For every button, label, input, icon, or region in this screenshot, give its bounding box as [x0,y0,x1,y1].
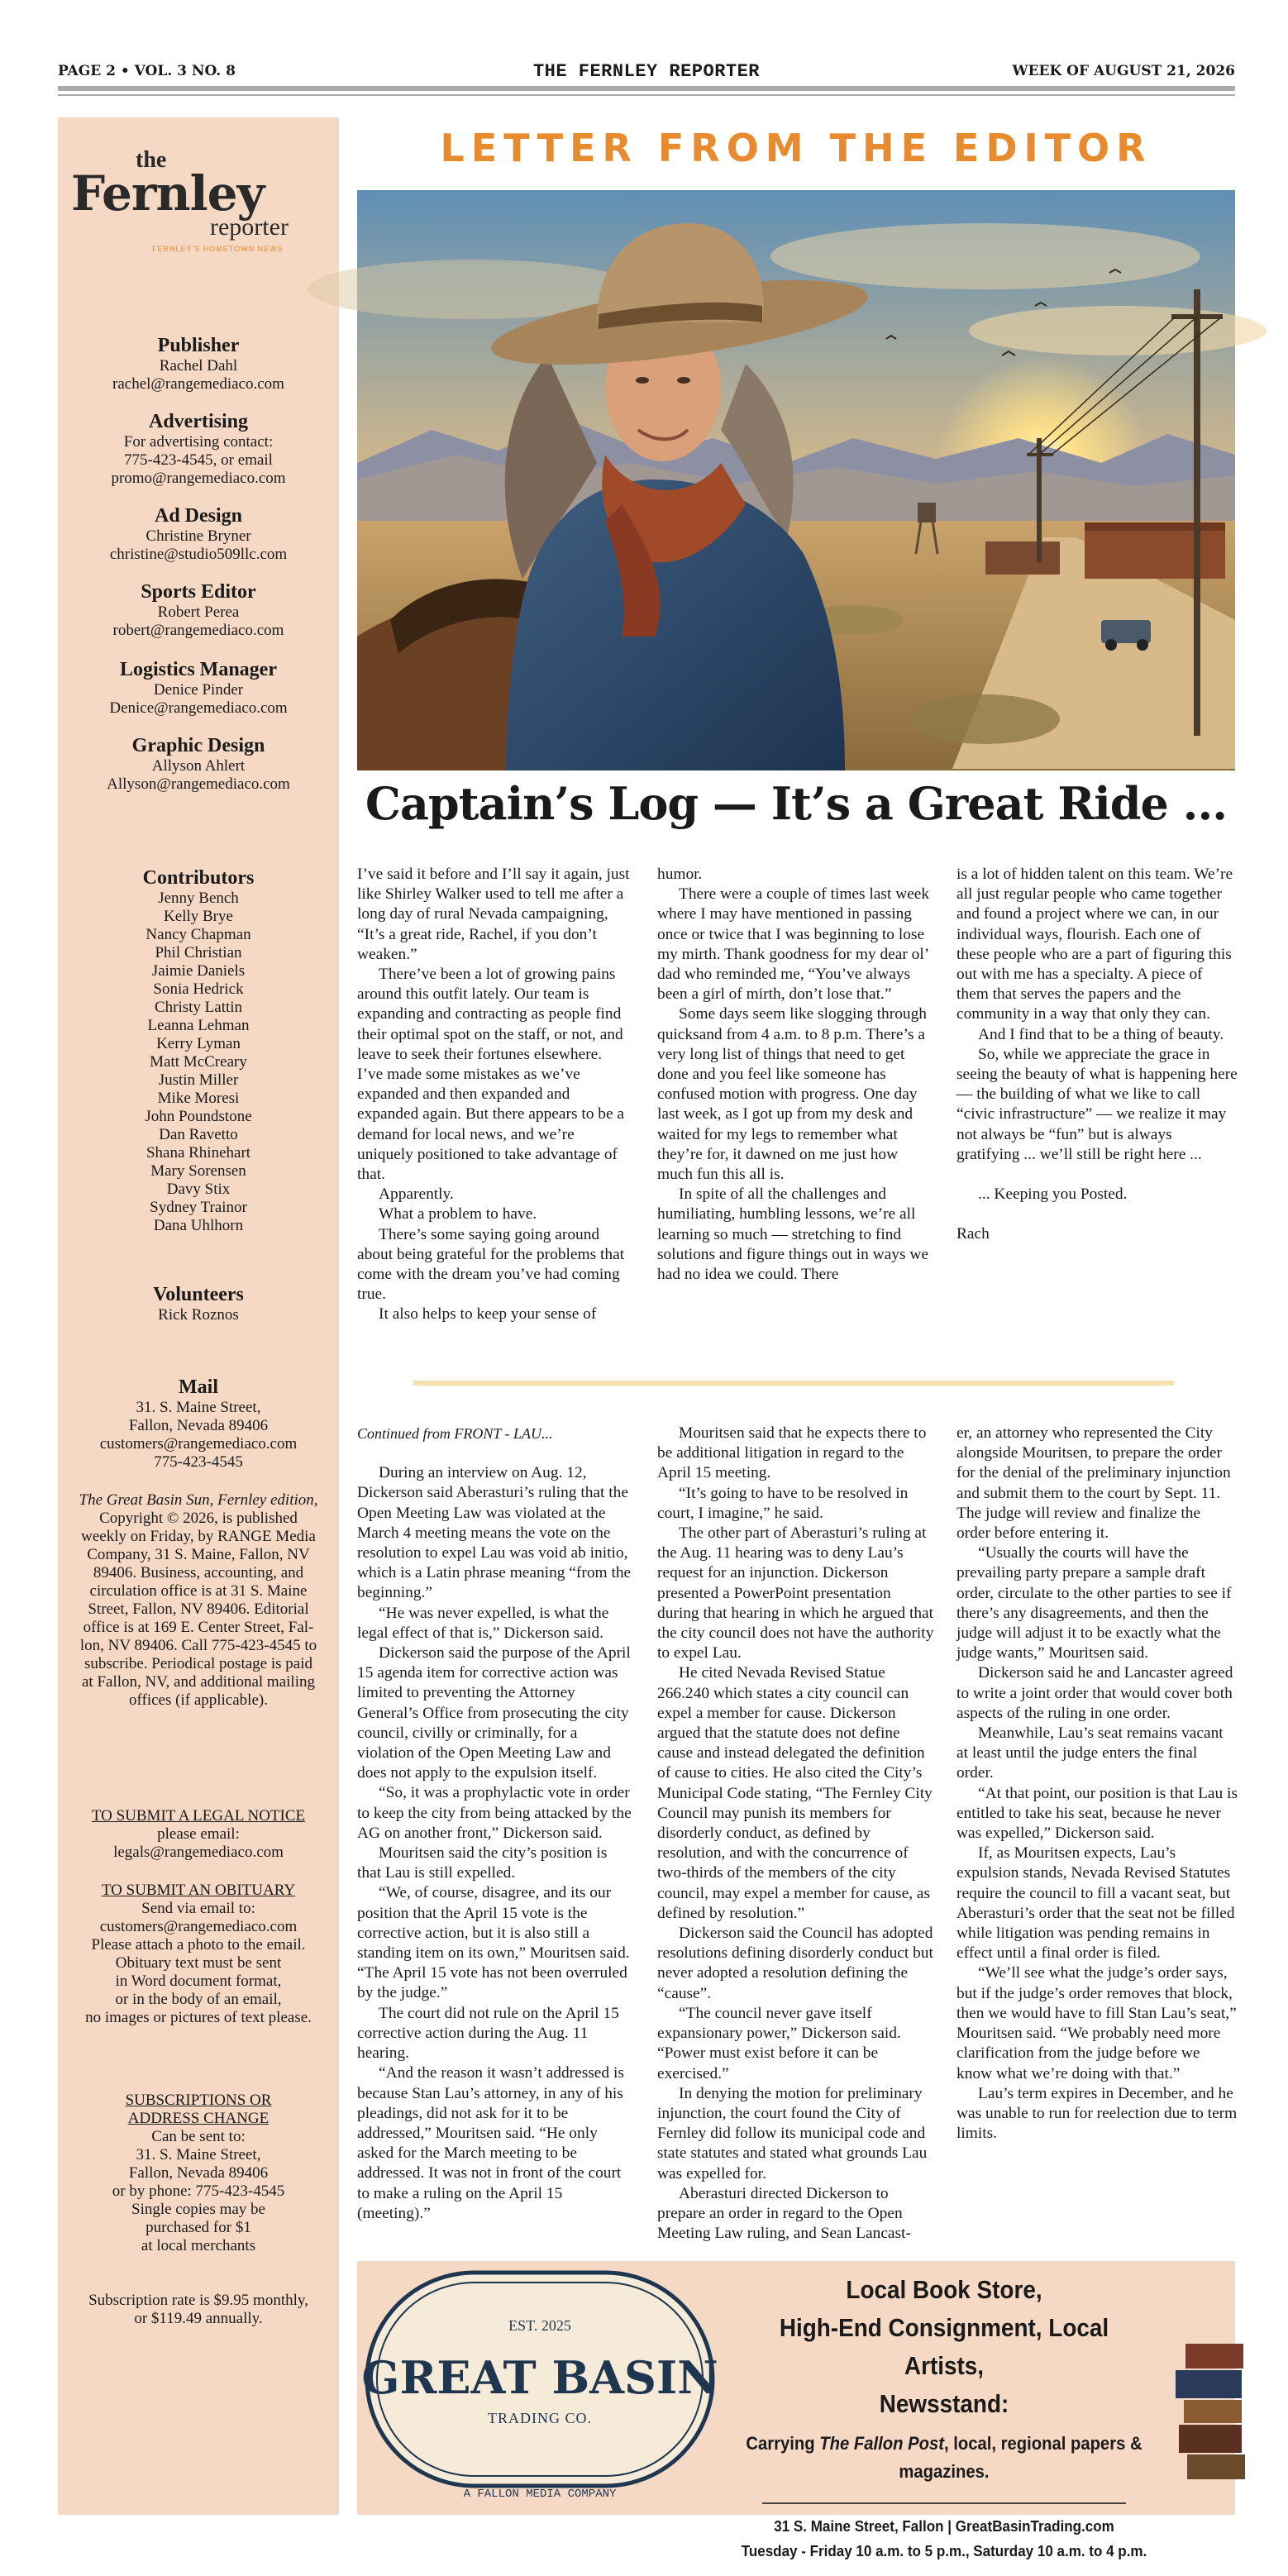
subscription-line: at local merchants [141,2237,256,2254]
subscription-line: Single copies may be [131,2201,265,2218]
contributor-name: Shana Rhinehart [145,1144,251,1162]
contributor-name: Matt McCreary [150,1053,247,1071]
story-paragraph: Aberasturi directed Dickerson to prepare an order in regard to the Open Meeting Law ruling, and Sean Lancast- [657,2184,911,2243]
letter-paragraph: So, while we appreciate the grace in seeing the beauty of what is happening here — the building of what we like to call “civic infrastructure” — we realize it may not always be “fun” but is always gratifying ... we’ll still be right here ... [956,1045,1238,1163]
obituary-line: no images or pictures of text please. [85,2009,312,2026]
contributor-name: Phil Christian [155,944,242,961]
contributor-name: Kerry Lyman [156,1035,241,1052]
letter-paragraph: There’s some saying going around about being grateful for the problems that come with the dream you’ve had coming true. [357,1225,625,1304]
story-paragraph: During an interview on Aug. 12, Dickerson said Aberasturi’s ruling that the Open Meeting Law was violated at the March 4 meeting means the vote on the resolution to expel Lau was void ab initio, which is a Latin phrase meaning “from the beginning.” [357,1464,632,1602]
notice-line: Street, Fallon, NV 89406. Editorial [88,1600,309,1618]
letter-paragraph: Apparently. [379,1185,454,1204]
fernley-reporter-logo [69,142,327,258]
story-paragraph: If, as Mouritsen expects, Lau’s expulsion stands, Nevada Revised Statutes require the council to fill a vacant seat, but Aberasturi’s order that the seat not be filled while litigation was pending remains in effect until a final order is filed. [956,1844,1235,1963]
story-paragraph: Mouritsen said the city’s position is that Lau is still expelled. [357,1844,608,1882]
header-rule-thin [58,94,1235,96]
volunteers-list: Volunteers Rick Roznos [153,1284,244,1324]
story-paragraph: “We, of course, disagree, and its our position that the April 15 vote is the corrective action, but it is also still a standing item on its own,” Mouritsen said. “The April 15 vote has not been overruled by the judge.” [357,1884,630,2002]
great-basin-seal-logo [357,2261,721,2515]
svg-text:EST. 2025: EST. 2025 [508,2317,571,2334]
subscription-line: purchased for $1 [145,2219,251,2236]
section-banner: LETTER FROM THE EDITOR [440,126,1152,170]
story-paragraph: “Usually the courts will have the prevailing party prepare a sample draft order, circulate to the other parties to see if there’s any disagreements, and then the judge will adjust it to be exactly what the judge wants,” Mouritsen said. [956,1544,1232,1662]
story-paragraph: “At that point, our position is that Lau is entitled to take his seat, because he never was expelled,” Dickerson said. [956,1784,1238,1843]
letter-paragraph: humor. [657,866,703,883]
staff-ad-design: Ad Design Christine Bryner christine@studio509llc.com [109,505,288,563]
contributor-name: Davy Stix [166,1181,231,1198]
subscriptions-info: SUBSCRIPTIONS OR ADDRESS CHANGE Can be sent to: 31. S. Maine Street, Fallon, Nevada 89406 or by phone: 775-423-4545 Single copies may be purchased for $1 at local merchants [58,2092,339,2255]
subscription-line: 31. S. Maine Street, [136,2146,261,2163]
letter-column-2 [657,865,930,1285]
svg-text:A FALLON MEDIA COMPANY: A FALLON MEDIA COMPANY [463,2488,617,2501]
header-rule [58,86,1235,91]
story-paragraph: “He was never expelled, is what the legal effect of that is,” Dickerson said. [357,1604,609,1642]
contributor-name: Dan Ravetto [159,1126,238,1143]
continued-label: Continued from FRONT - LAU... [357,1425,553,1442]
notice-line: offices (if applicable). [129,1691,268,1709]
legal-notice-info: TO SUBMIT A LEGAL NOTICE please email: legals@rangemediaco.com [91,1807,306,1861]
notice-line: office is at 169 E. Center Street, Fal- [83,1619,314,1636]
contributor-name: Kelly Brye [164,908,233,925]
story-paragraph: The other part of Aberasturi’s ruling at the Aug. 11 hearing was to deny Lau’s request for an injunction. Dickerson presented a PowerPoint presentation during that hearing in which he argued that the city council does not have the authority to expel Lau. [657,1524,934,1662]
notice-line: 89406. Business, accounting, and [93,1564,304,1581]
story-paragraph: “And the reason it wasn’t addressed is because Stan Lau’s attorney, in any of his pleadings, did not ask for it to be addressed,” Mouritsen said. “He only asked for the March meeting to be addressed. It was not in front of the court to make a ruling on the April 15 (meeting).” [357,2064,624,2222]
staff-logistics-manager: Logistics Manager Denice Pinder Denice@rangemediaco.com [109,659,288,717]
obituary-line: Please attach a photo to the email. [91,1936,306,1953]
letter-paragraph: I’ve said it before and I’ll say it again, just like Shirley Walker used to tell me after a long day of rural Nevada campaigning, “It’s a great ride, Rachel, if you don’t weaken.” [357,866,630,963]
book-stack-icon [1176,2311,1235,2515]
svg-text:reporter: reporter [210,213,289,241]
notice-line: Copyright © 2026, is published [99,1510,298,1527]
subscription-line: or by phone: 775-423-4545 [112,2182,285,2200]
letter-paragraph: Rach [956,1225,990,1243]
notice-line: Company, 31 S. Maine, Fallon, NV [87,1546,310,1563]
contributors-list: Contributors Jenny Bench Kelly Brye Nancy Chapman Phil Christian Jaimie Daniels Sonia Hedrick Christy Lattin Leanna Lehman Kerry Lyman Matt McCreary Justin Miller Mike Moresi John Poundstone Dan Ravetto Shana Rhinehart Mary Sorensen Davy Stix Sydney Trainor Dana Uhlhorn [58,866,339,1235]
story-paragraph: “The council never gave itself expansionary power,” Dickerson said. “Power must exist before it can be exercised.” [657,2004,901,2082]
obituary-line: in Word document format, [115,1973,282,1990]
story-paragraph: “We’ll see what the judge’s order says, but if the judge’s order removes that block, then we would have to fill Stan Lau’s seat,” Mouritsen said. “We probably need more clarification from the judge before we know what we’re doing with that.” [956,1964,1237,2082]
story-paragraph: “So, it was a prophylactic vote in order to keep the city from being attacked by the AG on another front,” Dickerson said. [357,1784,632,1842]
story-paragraph: Mouritsen said that he expects there to be additional litigation in regard to the April 15 meeting. [657,1424,927,1482]
page-volume: PAGE 2 • VOL. 3 NO. 8 [58,63,236,79]
ad-copy: Local Book Store, High-End Consignment, Local Artists, Newsstand: Carrying The Fallon Post, local, regional papers & magazines. 31 S. Maine Street, Fallon | GreatBasinTrading.com Tuesday - Friday 10 a.m. to 5 p.m., Saturday 10 a.m. to 4 p.m. [721,2271,1167,2564]
section-divider [413,1381,1174,1386]
subscription-line: Fallon, Nevada 89406 [128,2164,269,2182]
page-header [58,60,1235,84]
letter-paragraph: It also helps to keep your sense of [379,1305,597,1324]
paper-title: THE FERNLEY REPORTER [532,61,761,82]
letter-paragraph: What a problem to have. [379,1205,537,1224]
story-column-2 [657,1424,934,2244]
story-paragraph: In denying the motion for preliminary injunction, the court found the City of Fernley did follow its municipal code and state statutes and stated what grounds Lau was expelled for. [657,2084,928,2182]
obituary-line: Send via email to: [141,1900,255,1917]
notice-line: subscribe. Periodical postage is paid [84,1655,312,1672]
subscription-line: Can be sent to: [151,2128,246,2145]
subscription-rate: Subscription rate is $9.95 monthly, or $119.49 annually. [88,2292,308,2327]
staff-publisher: Publisher Rachel Dahl rachel@rangemediaco.com [112,335,284,393]
staff-advertising: Advertising For advertising contact: 775-423-4545, or email promo@rangemediaco.com [111,411,286,487]
contributor-name: Christy Lattin [154,999,243,1016]
notice-line: lon, NV 89406. Call 775-423-4545 to [79,1637,317,1654]
contributor-name: Leanna Lehman [147,1017,250,1034]
contributor-name: Justin Miller [158,1071,239,1089]
letter-column-1 [357,865,630,1325]
staff-graphic-design: Graphic Design Allyson Ahlert Allyson@rangemediaco.com [107,735,290,793]
issue-date: WEEK OF AUGUST 21, 2026 [1012,63,1235,79]
letter-paragraph: And I find that to be a thing of beauty. [978,1025,1224,1043]
story-paragraph: “It’s going to have to be resolved in court, I imagine,” he said. [657,1484,909,1522]
publication-notice: The Great Basin Sun, Fernley edition, Copyright © 2026, is published weekly on Friday, by RANGE Media Company, 31 S. Maine, Fallon, NV 89406. Business, accounting, and circulation office is at 31 S. Maine Street, Fallon, NV 89406. Editorial office is at 169 E. Center Street, Fal- lon, NV 89406. Call 775-423-4545 to subscribe. Periodical postage is paid at Fallon, NV, and additional mailing offices (if applicable). [58,1491,339,1710]
contributor-name: Mike Moresi [157,1090,240,1107]
letter-paragraph: is a lot of hidden talent on this team. We’re all just regular people who came together and found a project where we can, in our individual ways, flourish. Each one of these people who are a part of figuring this out with me has a specialty. A piece of them that serves the papers and the community in a way that only they can. [956,866,1233,1023]
mail-info: Mail 31. S. Maine Street, Fallon, Nevada 89406 customers@rangemediaco.com 775-423-4545 [99,1376,298,1471]
story-paragraph: Lau’s term expires in December, and he was unable to run for reelection due to term limits. [956,2084,1238,2143]
obituary-line: or in the body of an email, [115,1991,282,2008]
story-paragraph: er, an attorney who represented the City alongside Mouritsen, to prepare the order for the denial of the preliminary injunction and submit them to the court by Sept. 11. The judge will review and finalize the order before entering it. [956,1424,1231,1543]
notice-line: at Fallon, NV, and additional mailing [82,1673,315,1691]
contributor-name: Nancy Chapman [145,926,251,943]
svg-text:FERNLEY'S HOMETOWN NEWS: FERNLEY'S HOMETOWN NEWS [152,245,284,253]
letter-paragraph: Some days seem like slogging through quicksand from 4 a.m. to 8 p.m. There’s a very long list of things that need to get done and you feel like someone has confused motion with progress. One day last week, as I got up from my desk and waited for my legs to remember what they’re for, it dawned on me just how much fun this all is. [657,1005,927,1184]
story-paragraph: Dickerson said the purpose of the April 15 agenda item for corrective action was limited to preventing the Attorney General’s Office from prosecuting the city council, civilly or criminally, for a violation of the Open Meeting Law and does not apply to the expulsion itself. [357,1644,631,1782]
notice-line: weekly on Friday, by RANGE Media [81,1528,316,1545]
notice-line: circulation office is at 31 S. Maine [89,1582,308,1600]
svg-text:the: the [136,147,167,173]
great-basin-trading-ad [357,2261,1235,2559]
svg-text:GREAT BASIN: GREAT BASIN [361,2351,718,2404]
story-column-1 [357,1424,634,2224]
story-column-3 [956,1424,1238,2144]
contributor-name: Dana Uhlhorn [153,1217,244,1234]
letter-paragraph: There were a couple of times last week where I may have mentioned in passing once or twice that I was beginning to lose my mirth. Thank goodness for my dear ol’ dad who reminded me, “You’ve always been a girl of mirth, don’t lose that.” [657,885,930,1004]
contributor-name: John Poundstone [145,1108,252,1125]
story-paragraph: Meanwhile, Lau’s seat remains vacant at least until the judge enters the final order. [956,1724,1224,1782]
obituary-line: Obituary text must be sent [115,1954,282,1972]
story-paragraph: The court did not rule on the April 15 corrective action during the Aug. 11 hearing. [357,2004,619,2063]
story-paragraph: Dickerson said the Council has adopted resolutions defining disorderly conduct but never adopted a resolution defining the “cause”. [657,1925,933,2002]
contributor-name: Sydney Trainor [150,1199,247,1216]
staff-sports-editor: Sports Editor Robert Perea robert@rangemediaco.com [112,581,284,639]
letter-paragraph: In spite of all the challenges and humiliating, humbling lessons, we’re all learning so much — stretching to find solutions and figure things out in ways we had no idea we could. There [657,1185,928,1284]
story-paragraph: Dickerson said he and Lancaster agreed to write a joint order that would cover both aspects of the ruling in one order. [956,1664,1233,1722]
obituary-line: customers@rangemediaco.com [99,1918,298,1935]
contributor-name: Jenny Bench [158,890,239,907]
letter-paragraph: ... Keeping you Posted. [978,1185,1128,1204]
letter-column-3 [956,865,1238,1244]
story-paragraph: He cited Nevada Revised Statue 266.240 which states a city council can expel a member for cause. Dickerson argued that the statute does not define cause and instead delegated the definition of cause to cities. He also cited the City’s Municipal Code stating, “The Fernley City Council may punish its members for disorderly conduct, as defined by resolution, and with the concurrence of two-thirds of the members of the city council, may expel a member for cause, as defined by resolution.” [657,1664,933,1922]
svg-text:Fernley: Fernley [71,165,265,222]
ad-carrying-line: Carrying The Fallon Post, local, regional papers & magazines. [746,2433,1143,2482]
svg-text:TRADING CO.: TRADING CO. [488,2410,592,2426]
letter-paragraph: There’ve been a lot of growing pains around this outfit lately. Our team is expanding and contracting as people find their optimal spot on the staff, or not, and leave to seek their fortunes elsewhere. I’ve made some mistakes as we’ve expanded and then expanded and expanded again. But there appears to be a demand for local news, and we’re uniquely positioned to take advantage of that. [357,966,625,1184]
contributor-name: Jaimie Daniels [151,962,246,980]
obituary-info: TO SUBMIT AN OBITUARY Send via email to: customers@rangemediaco.com Please attach a photo to the email. Obituary text must be sent in Word document format, or in the body of an email, no images or pictures of text please. [58,1882,339,2027]
staff-sidebar [58,117,339,2515]
article-headline: Captain’s Log — It’s a Great Ride ... [365,777,1228,830]
cowgirl-hero-illustration [357,190,1235,770]
contributor-name: Sonia Hedrick [153,980,244,998]
contributor-name: Mary Sorensen [150,1162,246,1180]
